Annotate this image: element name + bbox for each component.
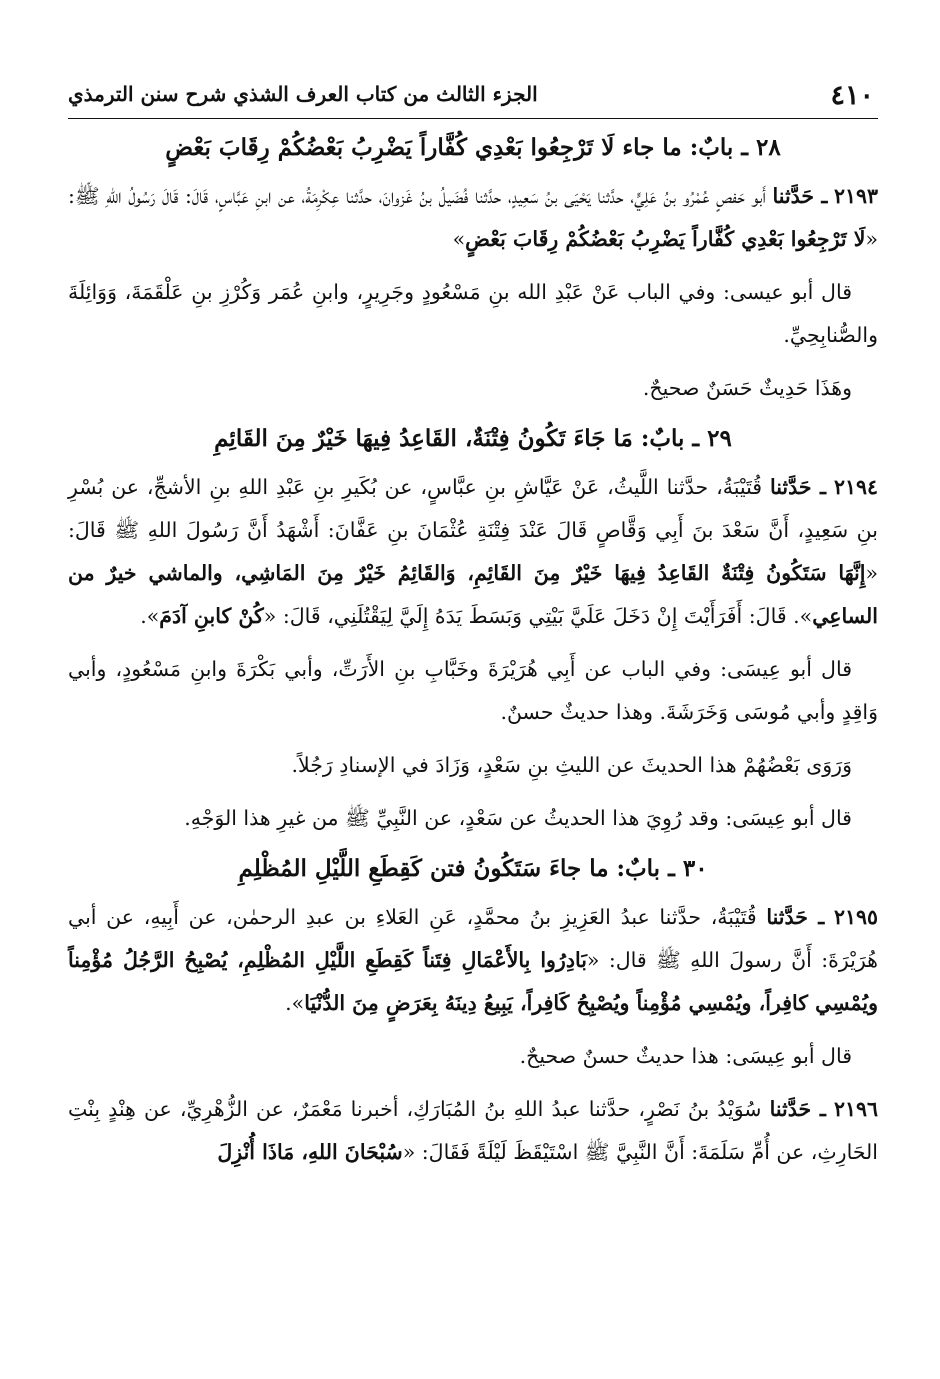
comment-paragraph: قال أبو عِيسَى: وقد رُوِيَ هذا الحديثُ عن سَعْدٍ، عن النَّبِيِّ ﷺ من غيرِ هذا الوَجْهِ. [184,806,852,830]
chapter-title-30: ٣٠ ـ بابٌ: ما جاءَ سَتَكُونُ فتن كَقِطَعِ اللَّيْلِ المُظْلِمِ [238,855,708,882]
chapter-title-28: ٢٨ ـ بابٌ: ما جاء لَا تَرْجِعُوا بَعْدِي كُفَّاراً يَضْرِبُ بَعْضُكُمْ رِقَابَ بَعْضٍ [165,134,781,161]
hadith-close: ». [285,991,305,1015]
hadith-lead: ـ حَدَّثنا [766,905,825,929]
hadith-isnad: أَبو حَفصٍ عُمْرُو بنُ عَلِيٍّ، حدَّثنا يَحْيَى بنُ سَعِيدٍ، حدَّثنا فُضَيلُ بنُ غَزوانَ، حدَّثنا عِكْرِمَةُ، عن ابنِ عَبَّاسٍ، قَالَ: قَالَ رَسُولُ اللهِ ﷺ: « [68,184,878,251]
hadith-lead: ـ حَدَّثنا [769,475,827,499]
hadith-2196 [68,1088,878,1174]
hadith-number: ٢١٩٤ [833,475,878,499]
hadith-matn: إِنَّهَا سَتَكُونُ فِتْنَةٌ القَاعِدُ فِيهَا خَيْرٌ مِنَ القَائِمِ، وَالقَائِمُ خَيْرٌ مِنَ المَاشِي، والماشي خيرٌ من الساعِي [68,561,878,628]
page-header [68,78,878,119]
hadith-2195 [68,896,878,1025]
hadith-matn: بَادِرُوا بِالأَعْمَالِ فِتَناً كَقِطَعِ اللَّيْلِ المُظْلِمِ، يُصْبِحُ الرَّجُلُ مُؤْمِناً ويُمْسِي كافِراً، ويُمْسِي مُؤْمِناً ويُصْبِحُ كَافِراً، يَبِيعُ دِينَهُ بِعَرَضٍ مِنَ الدُّنْيَا [68,948,878,1015]
hadith-matn: لَا تَرْجِعُوا بَعْدِي كُفَّاراً يَضْرِبُ بَعْضُكُمْ رِقَابَ بَعْضٍ [465,227,866,251]
hadith-close: ». [140,604,160,628]
hadith-lead: ـ حَدَّثنا [769,1097,826,1121]
hadith-2194 [68,466,878,638]
running-title: الجزء الثالث من كتاب العرف الشذي شرح سنن الترمذي [68,82,538,106]
hadith-isnad: سُوَيْدُ بنُ نَصْرٍ، حدَّثنا عبدُ اللهِ بنُ المُبَارَكِ، أخبرنا مَعْمَرٌ، عن الزُّهْرِيِّ، عن هِنْدٍ بِنْتِ الحَارِثِ، عن أُمِّ سَلَمَةَ: أَنَّ النَّبِيَّ ﷺ اسْتَيْقَظَ لَيْلَةً فَقَالَ: « [68,1097,878,1164]
hadith-continuation: ». قَالَ: أَفَرَأَيْتَ إِنْ دَخَلَ عَلَيَّ بَيْتِي وَبَسَطَ يَدَهُ إِلَيَّ لِيَقْتُلَنِي، قَالَ: « [263,604,813,628]
comment-paragraph: وهَذَا حَدِيثٌ حَسَنٌ صحيحٌ. [642,376,852,400]
comment-paragraph: قال أبو عِيسَى: هذا حديثٌ حسنٌ صحيحٌ. [519,1044,852,1068]
hadith-number: ٢١٩٥ [833,905,878,929]
comment-paragraph: قال أبو عيسى: وفي الباب عَنْ عَبْدِ الله بنِ مَسْعُودٍ وجَرِيرٍ، وابنِ عُمَر وَكُرْزِ بنِ عَلْقَمَةَ، وَوَائِلَةَ والصُّنابِحِيِّ. [68,280,878,347]
hadith-matn: سُبْحَانَ اللهِ، مَاذَا أُنْزِلَ [217,1140,403,1164]
hadith-close: » [452,227,466,251]
hadith-2193 [68,175,878,261]
comment-paragraph: وَرَوَى بَعْضُهُمْ هذا الحديثَ عن الليثِ بنِ سَعْدٍ، وَزَادَ في الإسنادِ رَجُلاً. [291,753,852,777]
hadith-isnad: قُتَيْبَةُ، حدَّثنا عبدُ العَزِيزِ بنُ محمَّدٍ، عَنِ العَلاءِ بن عبدِ الرحمٰن، عن أَبِيهِ، عن أبي هُرَيْرَةَ: أَنَّ رسولَ اللهِ ﷺ قال: « [68,905,878,972]
hadith-matn-2: كُنْ كابنِ آدَمَ [159,604,264,628]
page-number: ٤١٠ [830,80,874,111]
hadith-isnad: قُتَيْبَةُ، حدَّثنا اللَّيثُ، عَنْ عَيَّاشِ بنِ عبَّاسٍ، عن بُكَيرِ بنِ عَبْدِ اللهِ بنِ الأشجِّ، عن بُسْرِ بنِ سَعِيدٍ، أَنَّ سَعْدَ بنَ أَبِي وَقَّاصٍ قَالَ عَنْدَ فِتْنَةِ عُثْمَانَ بنِ عَفَّانَ: أَشْهَدُ أَنَّ رَسُولَ اللهِ ﷺ قَالَ: « [68,475,878,585]
hadith-number: ٢١٩٦ [833,1097,878,1121]
hadith-lead: ـ حَدَّثنا [772,184,828,208]
chapter-title-29: ٢٩ ـ بابٌ: مَا جَاءَ تَكُونُ فِتْنَةٌ، القَاعِدُ فِيهَا خَيْرٌ مِنَ القَائِمِ [214,425,732,452]
hadith-number: ٢١٩٣ [833,184,878,208]
comment-paragraph: قال أبو عِيسَى: وفي الباب عن أَبِي هُرَيْرَةَ وخَبَّابِ بنِ الأَرَتِّ، وأبي بَكْرَةَ وابنِ مَسْعُودٍ، وأبي وَاقِدٍ وأبي مُوسَى وَخَرَشَةَ. وهذا حديثٌ حسنٌ. [68,657,878,724]
